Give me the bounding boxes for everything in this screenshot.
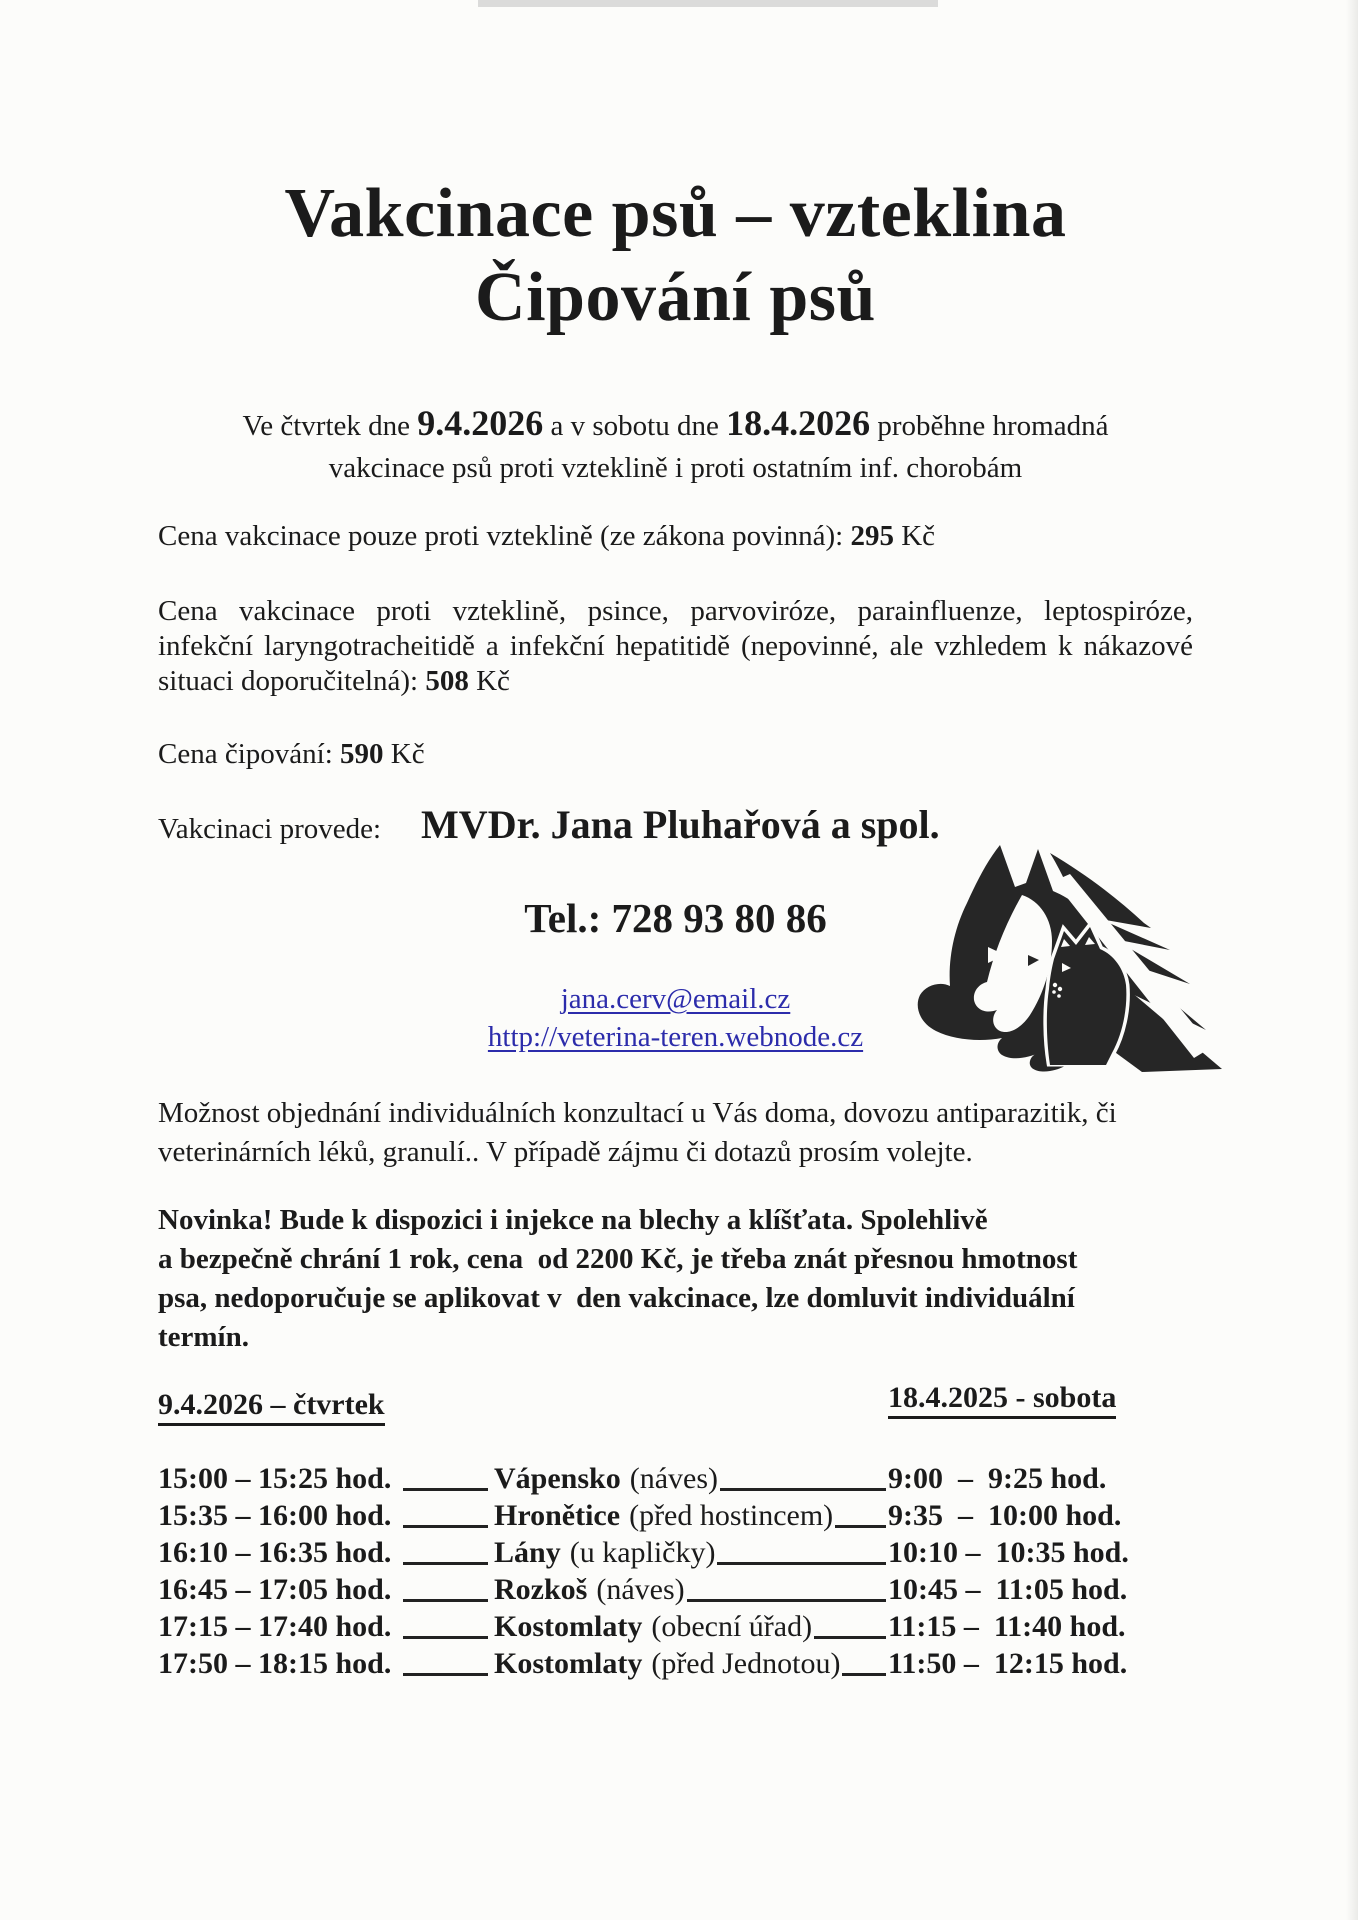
underscore-rule [403,1673,488,1676]
email-link[interactable]: jana.cerv@email.cz [560,983,791,1015]
stop-location [488,1499,835,1533]
schedule-row [158,1607,1193,1644]
price-combo-paragraph [158,594,1193,699]
time-thursday: 17:15 – 17:40 hod. [158,1610,392,1643]
price-combo-amount: 508 [425,665,469,697]
price-combo-text: Cena vakcinace proti vzteklině, psince, parvoviróze, parainfluenze, leptospiróze, infekční laryngotracheitidě a infekční hepatitidě (nepovinné, ale vzhledem k nákazové situaci doporučitelná): [158,595,1193,697]
stop-note: (před Jednotou) [651,1647,841,1680]
price-rabies-amount: 295 [850,520,894,552]
stop-location [488,1462,720,1496]
time-saturday: 10:10 – 10:35 hod. [888,1536,1129,1569]
underscore-rule [403,1562,488,1565]
stop-name: Vápensko [494,1462,621,1495]
consultation-paragraph: Možnost objednání individuálních konzultací u Vás doma, dovozu antiparazitik, či veterinárních léků, granulí.. V případě zájmu či dotazů prosím volejte. [158,1097,1117,1168]
intro-mid: a v sobotu dne [543,410,727,442]
news-paragraph [158,1201,1193,1357]
intro-paragraph [158,402,1193,489]
event-date-thursday: 9.4.2026 [417,403,544,443]
schedule-row [158,1496,1193,1533]
page-title-line2: Čipování psů [475,259,876,336]
price-chip-unit: Kč [383,738,425,770]
page-title-line1: Vakcinace psů – vzteklina [284,175,1067,252]
news-line: a bezpečně chrání 1 rok, cena od 2200 Kč, je třeba znát přesnou hmotnost [158,1243,1078,1275]
underscore-rule [403,1636,488,1639]
time-saturday: 9:35 – 10:00 hod. [888,1499,1122,1532]
schedule-header-thursday: 9.4.2026 – čtvrtek [158,1388,385,1426]
schedule-row [158,1644,1193,1681]
time-thursday: 16:45 – 17:05 hod. [158,1573,392,1606]
stop-location [488,1573,687,1607]
stop-location [488,1536,717,1570]
event-date-saturday: 18.4.2026 [726,403,871,443]
scanner-artifact-right [1346,0,1358,1920]
time-saturday: 11:15 – 11:40 hod. [888,1610,1126,1643]
news-line: psa, nedoporučuje se aplikovat v den vakcinace, lze domluvit individuální [158,1282,1075,1314]
schedule-table [158,1459,1193,1681]
stop-note: (náves) [596,1573,685,1606]
stop-location [488,1610,814,1644]
price-rabies-unit: Kč [893,520,936,552]
time-saturday: 11:50 – 12:15 hod. [888,1647,1128,1680]
schedule-headers [158,1381,1193,1423]
price-chip-text: Cena čipování: [158,738,341,770]
price-chip-line [158,736,1193,772]
vet-label: Vakcinaci provede: [158,813,382,845]
intro-line2: vakcinace psů proti vzteklině i proti ostatním inf. chorobám [328,452,1023,484]
horse-dog-cat-logo [903,839,1225,1079]
underscore-rule [842,1673,886,1676]
page-title [158,172,1193,340]
underscore-rule [717,1562,886,1565]
underscore-rule [720,1488,886,1491]
time-thursday: 16:10 – 16:35 hod. [158,1536,392,1569]
stop-name: Hronětice [494,1499,621,1532]
schedule-row [158,1533,1193,1570]
price-chip-amount: 590 [340,738,384,770]
schedule-row [158,1570,1193,1607]
underscore-rule [814,1636,886,1639]
time-thursday: 15:00 – 15:25 hod. [158,1462,392,1495]
stop-note: (před hostincem) [629,1499,834,1532]
time-thursday: 17:50 – 18:15 hod. [158,1647,392,1680]
stop-note: (obecní úřad) [651,1610,813,1643]
phone-number: Tel.: 728 93 80 86 [524,895,827,941]
underscore-rule [835,1525,886,1528]
price-rabies-line [158,518,1193,554]
price-rabies-text: Cena vakcinace pouze proti vzteklině (ze zákona povinná): [158,520,851,552]
underscore-rule [687,1599,886,1602]
stop-note: (náves) [629,1462,719,1495]
stop-note: (u kapličky) [569,1536,716,1569]
news-line: termín. [158,1321,249,1353]
intro-post: proběhne hromadná [870,410,1109,442]
stop-name: Kostomlaty [494,1610,643,1643]
stop-name: Lány [494,1536,561,1569]
underscore-rule [403,1525,488,1528]
time-saturday: 10:45 – 11:05 hod. [888,1573,1128,1606]
stop-name: Kostomlaty [494,1647,643,1680]
website-link[interactable]: http://veterina-teren.webnode.cz [487,1021,864,1053]
price-combo-unit: Kč [468,665,510,697]
news-line: Novinka! Bude k dispozici i injekce na blechy a klíšťata. Spolehlivě [158,1204,988,1236]
stop-location [488,1647,842,1681]
intro-pre: Ve čtvrtek dne [242,410,418,442]
schedule-row [158,1459,1193,1496]
underscore-rule [403,1599,488,1602]
vet-name: MVDr. Jana Pluhařová a spol. [421,802,940,847]
time-saturday: 9:00 – 9:25 hod. [888,1462,1107,1495]
underscore-rule [403,1488,488,1491]
stop-name: Rozkoš [494,1573,588,1606]
time-thursday: 15:35 – 16:00 hod. [158,1499,392,1532]
schedule-header-saturday: 18.4.2025 - sobota [888,1381,1116,1419]
